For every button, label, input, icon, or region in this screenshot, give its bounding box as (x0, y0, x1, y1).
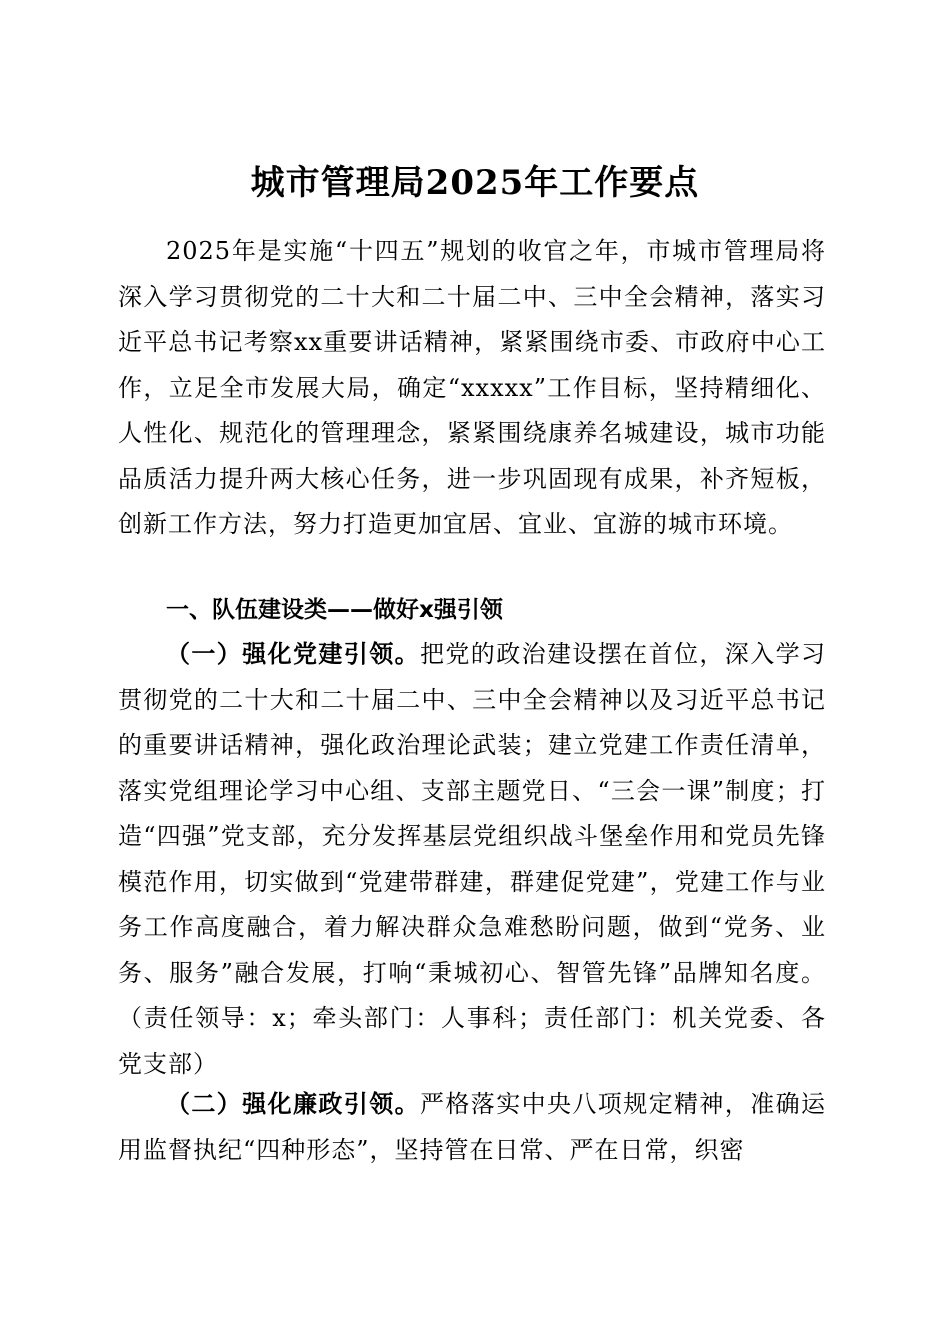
item-heading-2: （二）强化廉政引领。 (166, 1089, 420, 1118)
item-paragraph-1 (118, 631, 826, 1087)
intro-paragraph: 2025年是实施“十四五”规划的收官之年，市城市管理局将深入学习贯彻党的二十大和二十届二中、三中全会精神，落实习近平总书记考察xx重要讲话精神，紧紧围绕市委、市政府中心工作，立足全市发展大局，确定“xxxxx”工作目标，坚持精细化、人性化、规范化的管理理念，紧紧围绕康养名城建设，城市功能品质活力提升两大核心任务，进一步巩固现有成果，补齐短板，创新工作方法，努力打造更加宜居、宜业、宜游的城市环境。 (118, 237, 826, 538)
document-title: 城市管理局2025年工作要点 (250, 162, 700, 203)
section-heading: 一、队伍建设类——做好x强引领 (166, 597, 503, 623)
item-paragraph-2 (118, 1081, 826, 1173)
item-heading-1: （一）强化党建引领。 (166, 639, 420, 668)
item-text-1: 把党的政治建设摆在首位，深入学习贯彻党的二十大和二十届二中、三中全会精神以及习近平总书记的重要讲话精神，强化政治理论武装；建立党建工作责任清单，落实党组理论学习中心组、支部主题党日、“三会一课”制度；打造“四强”党支部，充分发挥基层党组织战斗堡垒作用和党员先锋模范作用，切实做到“党建带群建，群建促党建”，党建工作与业务工作高度融合，着力解决群众急难愁盼问题，做到“党务、业务、服务”融合发展，打响“秉城初心、智管先锋”品牌知名度。（责任领导：x；牵头部门：人事科；责任部门：机关党委、各党支部） (118, 640, 826, 1078)
item-text-2: 严格落实中央八项规定精神，准确运用监督执纪“四种形态”，坚持管在日常、严在日常，织密 (118, 1090, 826, 1164)
